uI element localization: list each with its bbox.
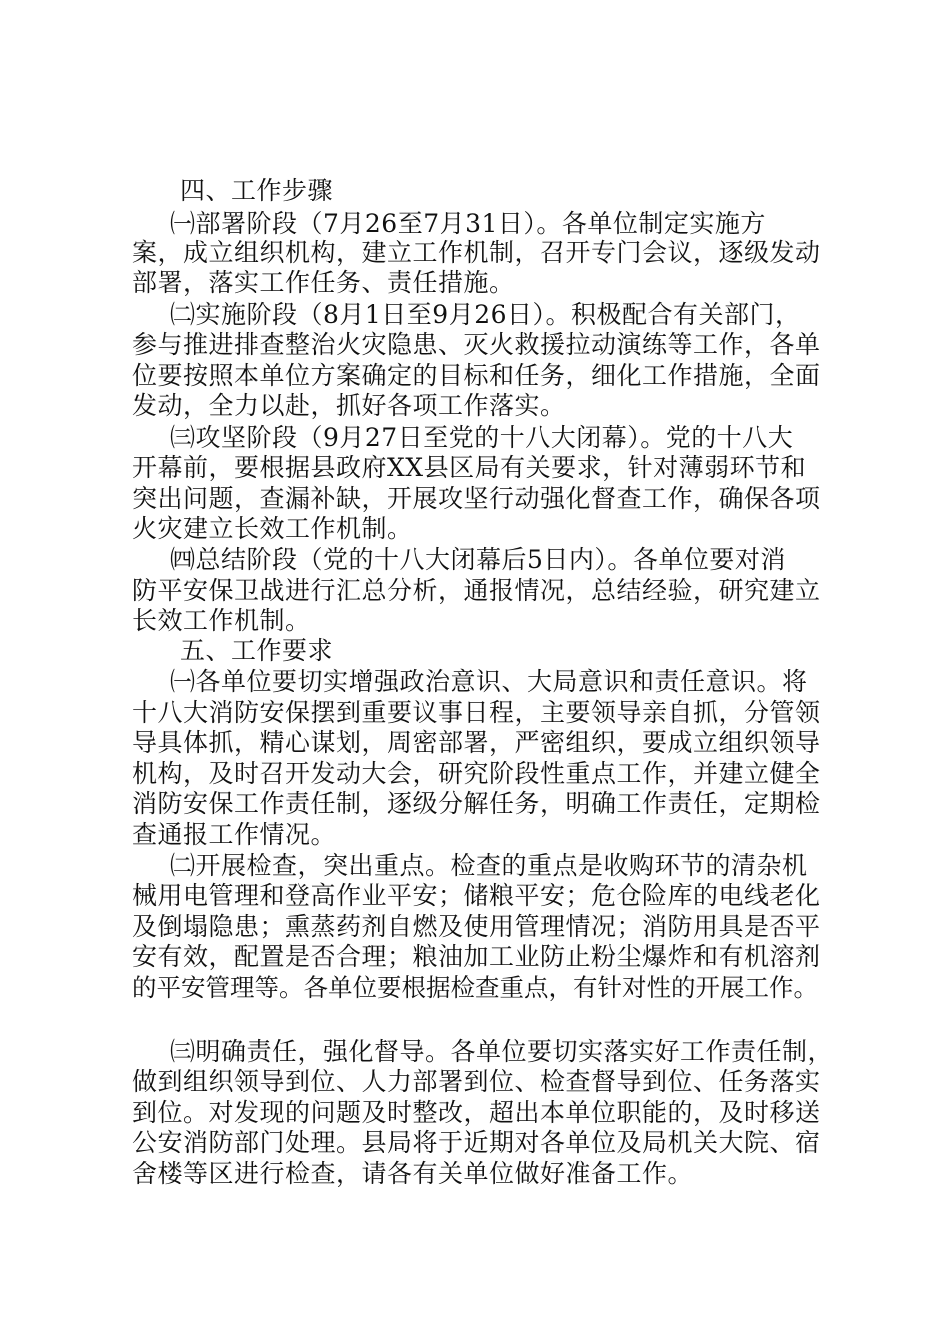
text-line: 安有效，配置是否合理；粮油加工业防止粉尘爆炸和有机溶剂 — [132, 942, 821, 971]
text-line: 位要按照本单位方案确定的目标和任务，细化工作措施，全面 — [132, 361, 821, 390]
section-heading-5: 五、工作要求 — [180, 636, 334, 665]
text-line: ㈣总结阶段（党的十八大闭幕后5日内）。各单位要对消 — [170, 545, 786, 574]
text-line: 到位。对发现的问题及时整改，超出本单位职能的，及时移送 — [132, 1098, 821, 1127]
text-line: 部署，落实工作任务、责任措施。 — [132, 268, 515, 297]
text-line: 突出问题，查漏补缺，开展攻坚行动强化督查工作，确保各项 — [132, 484, 821, 513]
text-line: 机构，及时召开发动大会，研究阶段性重点工作，并建立健全 — [132, 759, 821, 788]
text-line: 械用电管理和登高作业平安；储粮平安；危仓险库的电线老化 — [132, 881, 821, 910]
text-line: 开幕前，要根据县政府XX县区局有关要求，针对薄弱环节和 — [132, 453, 807, 482]
text-line: ㈢攻坚阶段（9月27日至党的十八大闭幕）。党的十八大 — [170, 423, 794, 452]
text-line: 案，成立组织机构，建立工作机制，召开专门会议，逐级发动 — [132, 238, 821, 267]
text-line: 火灾建立长效工作机制。 — [132, 514, 413, 543]
section-heading-4: 四、工作步骤 — [180, 176, 334, 205]
text-line: 防平安保卫战进行汇总分析，通报情况，总结经验，研究建立 — [132, 576, 821, 605]
text-line: 十八大消防安保摆到重要议事日程，主要领导亲自抓，分管领 — [132, 698, 821, 727]
text-line: 公安消防部门处理。县局将于近期对各单位及局机关大院、宿 — [132, 1128, 821, 1157]
text-line: 做到组织领导到位、人力部署到位、检查督导到位、任务落实 — [132, 1067, 821, 1096]
text-line: 舍楼等区进行检查，请各有关单位做好准备工作。 — [132, 1159, 694, 1188]
text-line: 参与推进排查整治火灾隐患、灭火救援拉动演练等工作，各单 — [132, 330, 821, 359]
text-line: 的平安管理等。各单位要根据检查重点，有针对性的开展工作。 — [132, 973, 818, 1002]
text-line: 消防安保工作责任制，逐级分解任务，明确工作责任，定期检 — [132, 789, 821, 818]
text-line: 及倒塌隐患；熏蒸药剂自燃及使用管理情况；消防用具是否平 — [132, 912, 821, 941]
text-line: 导具体抓，精心谋划，周密部署，严密组织，要成立组织领导 — [132, 728, 821, 757]
text-line: 长效工作机制。 — [132, 606, 311, 635]
text-line: 发动，全力以赴，抓好各项工作落实。 — [132, 391, 566, 420]
text-line: ㈠部署阶段（7月26至7月31日）。各单位制定实施方 — [170, 209, 766, 238]
text-line: ㈡实施阶段（8月1日至9月26日）。积极配合有关部门， — [170, 300, 801, 329]
text-line: ㈢明确责任，强化督导。各单位要切实落实好工作责任制， — [170, 1037, 834, 1066]
text-line: ㈡开展检查，突出重点。检查的重点是收购环节的清杂机 — [170, 851, 808, 880]
text-line: ㈠各单位要切实增强政治意识、大局意识和责任意识。将 — [170, 667, 808, 696]
text-line: 查通报工作情况。 — [132, 820, 337, 849]
